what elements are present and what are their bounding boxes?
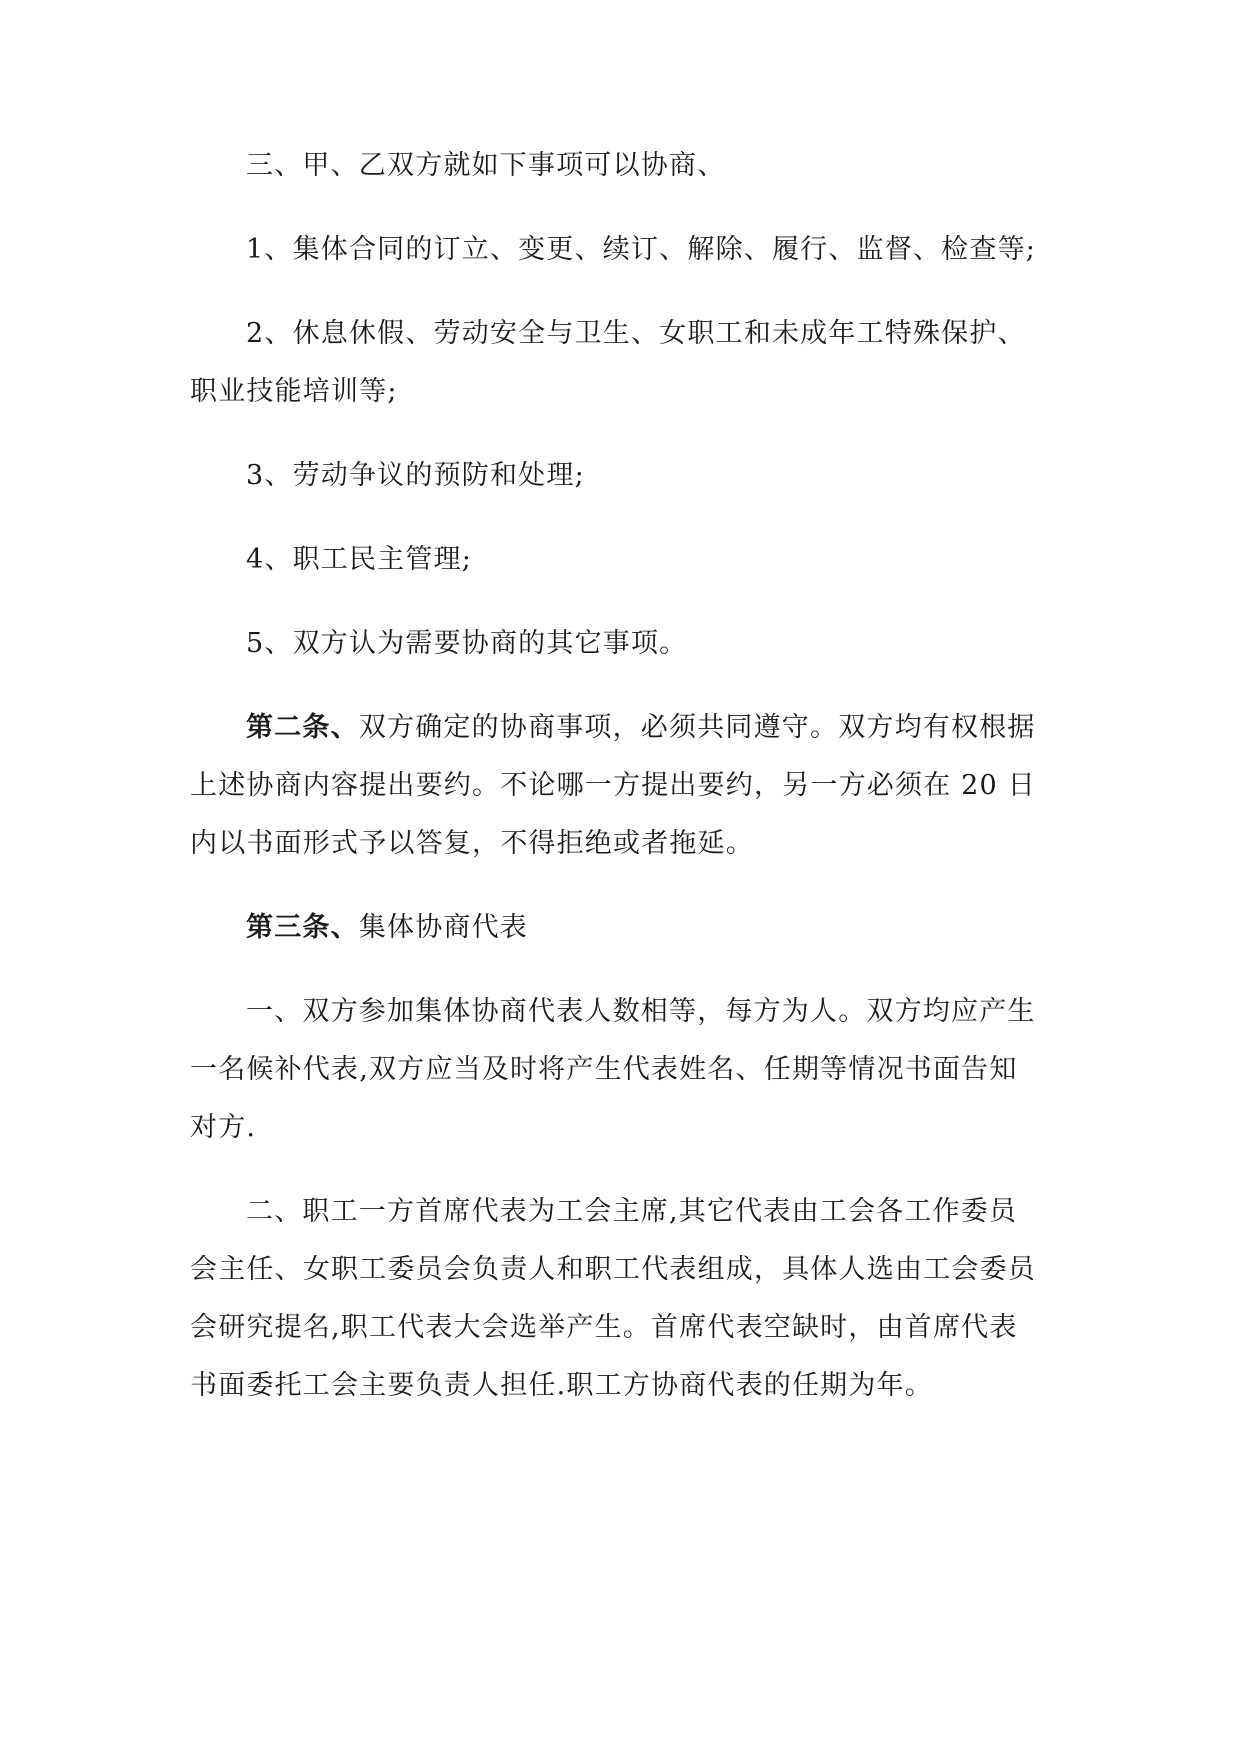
article-3-item-2-text-4: 书面委托工会主要负责人担任.职工方协商代表的任期为年。 (190, 1370, 933, 1401)
item-2-line-2 (190, 372, 1070, 412)
article-3-item-1-line-1 (246, 992, 1070, 1032)
item-2-text-2: 职业技能培训等; (190, 376, 398, 407)
article-2-line-2 (190, 766, 1070, 806)
article-3-item-1-text-3: 对方. (190, 1112, 257, 1143)
article-3-heading-line (246, 908, 1070, 948)
article-3-item-2-line-2 (190, 1250, 1070, 1290)
article-2-heading: 第二条、 (246, 712, 359, 743)
item-3-text: 3、劳动争议的预防和处理; (246, 460, 585, 491)
article-3-item-1-line-2 (190, 1050, 1070, 1090)
article-3-item-1-line-3 (190, 1108, 1070, 1148)
article-3-title: 集体协商代表 (358, 912, 529, 943)
clause-three-intro (246, 146, 1070, 186)
article-3-heading: 第三条、 (246, 912, 359, 943)
item-4 (246, 540, 1070, 580)
article-2-line-3 (190, 824, 1070, 864)
clause-three-intro-text: 三、甲、乙双方就如下事项可以协商、 (246, 150, 726, 181)
article-3-item-2-line-1 (246, 1192, 1070, 1232)
article-3-item-1-text-1: 一、双方参加集体协商代表人数相等，每方为人。双方均应产生 (246, 996, 1036, 1027)
article-3-item-2-text-2: 会主任、女职工委员会负责人和职工代表组成，具体人选由工会委员 (190, 1254, 1036, 1285)
article-3-item-2-line-4 (190, 1366, 1070, 1406)
article-2-text-3: 内以书面形式予以答复，不得拒绝或者拖延。 (190, 828, 754, 859)
article-3-item-2-text-1: 二、职工一方首席代表为工会主席,其它代表由工会各工作委员 (246, 1196, 1018, 1227)
article-3-item-2-text-3: 会研究提名,职工代表大会选举产生。首席代表空缺时，由首席代表 (190, 1312, 1018, 1343)
item-1-text: 1、集体合同的订立、变更、续订、解除、履行、监督、检查等; (246, 234, 1037, 265)
item-5 (246, 624, 1070, 664)
item-2-line-1 (246, 314, 1070, 354)
item-1 (246, 230, 1070, 270)
article-3-item-2-line-3 (190, 1308, 1070, 1348)
article-3-item-1-text-2: 一名候补代表,双方应当及时将产生代表姓名、任期等情况书面告知 (190, 1054, 1018, 1085)
article-2-line-1 (246, 708, 1070, 748)
item-5-text: 5、双方认为需要协商的其它事项。 (246, 628, 688, 659)
article-2-text-2: 上述协商内容提出要约。不论哪一方提出要约，另一方必须在 20 日 (190, 770, 1036, 801)
item-4-text: 4、职工民主管理; (246, 544, 473, 575)
item-2-text-1: 2、休息休假、劳动安全与卫生、女职工和未成年工特殊保护、 (246, 318, 1026, 349)
article-2-text-1: 双方确定的协商事项，必须共同遵守。双方均有权根据 (358, 712, 1036, 743)
item-3 (246, 456, 1070, 496)
